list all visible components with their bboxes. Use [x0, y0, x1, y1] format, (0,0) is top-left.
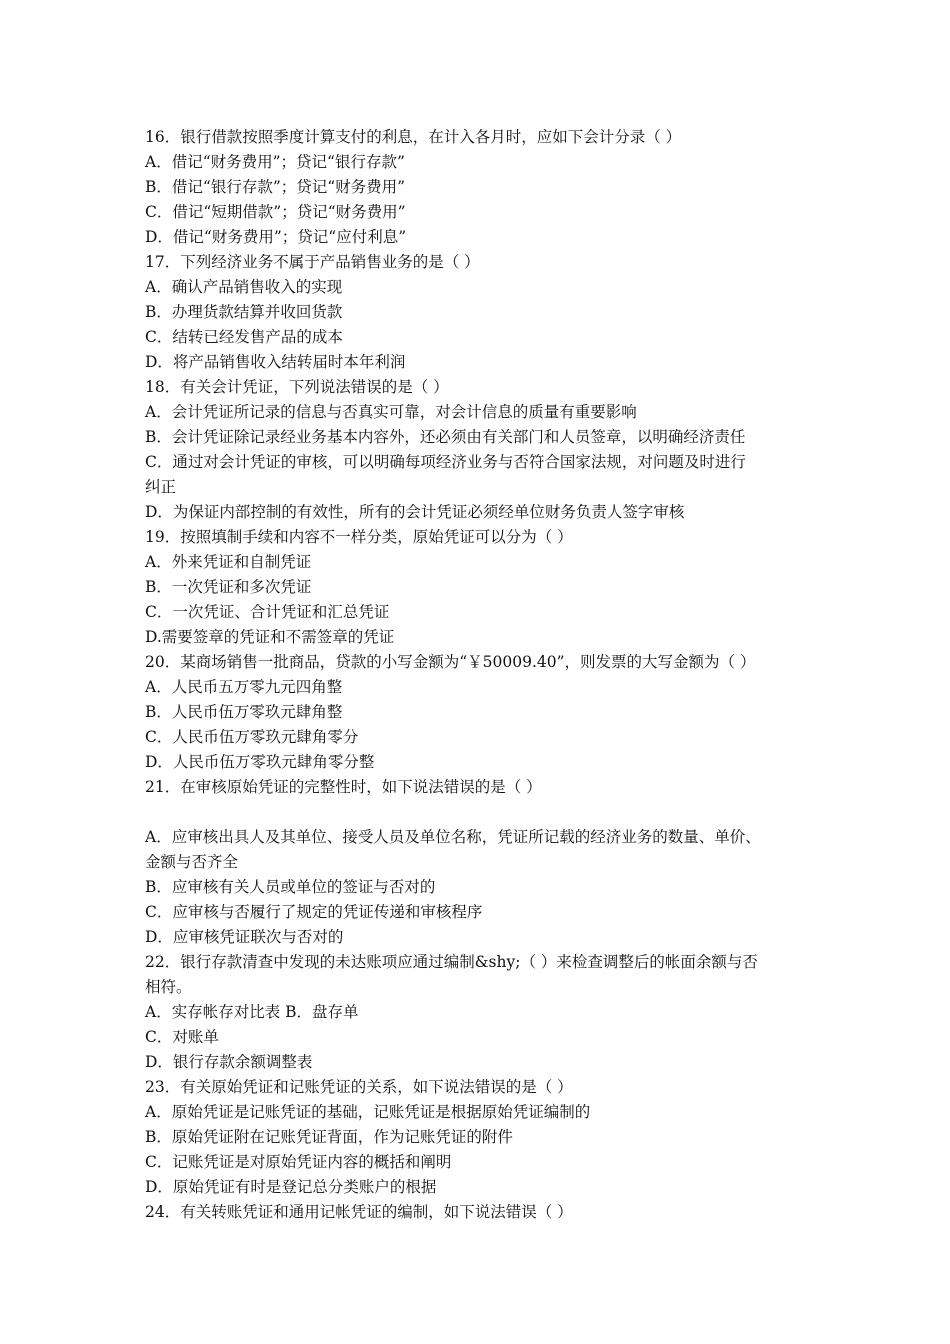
option-16b: B．借记“银行存款”；贷记“财务费用” — [145, 178, 406, 196]
question-17: 17．下列经济业务不属于产品销售业务的是（ ） — [145, 253, 480, 271]
option-19c: C．一次凭证、合计凭证和汇总凭证 — [145, 603, 390, 621]
option-17a: A．确认产品销售收入的实现 — [145, 278, 343, 296]
option-19d: D.需要签章的凭证和不需签章的凭证 — [145, 628, 395, 646]
option-23a: A．原始凭证是记账凭证的基础，记账凭证是根据原始凭证编制的 — [145, 1103, 591, 1121]
option-17b: B．办理货款结算并收回货款 — [145, 303, 343, 321]
option-16d: D．借记“财务费用”；贷记“应付利息” — [145, 228, 407, 246]
option-18a: A．会计凭证所记录的信息与否真实可靠，对会计信息的质量有重要影响 — [145, 403, 637, 421]
option-16a: A．借记“财务费用”；贷记“银行存款” — [145, 153, 405, 171]
question-24: 24．有关转账凭证和通用记帐凭证的编制，如下说法错误（ ） — [145, 1203, 573, 1221]
question-20: 20．某商场销售一批商品，贷款的小写金额为“￥50009.40”，则发票的大写金额为（ ） — [145, 653, 756, 671]
option-23d: D．原始凭证有时是登记总分类账户的根据 — [145, 1178, 437, 1196]
question-22-continued: 相符。 — [145, 978, 192, 996]
option-20b: B．人民币伍万零玖元肆角整 — [145, 703, 343, 721]
option-16c: C．借记“短期借款”；贷记“财务费用” — [145, 203, 406, 221]
question-21: 21．在审核原始凭证的完整性时，如下说法错误的是（ ） — [145, 778, 542, 796]
option-18c-continued: 纠正 — [145, 478, 177, 496]
blank-line — [145, 800, 825, 825]
option-17c: C．结转已经发售产品的成本 — [145, 328, 343, 346]
option-18c: C．通过对会计凭证的审核，可以明确每项经济业务与否符合国家法规，对问题及时进行 — [145, 453, 746, 471]
option-19a: A．外来凭证和自制凭证 — [145, 553, 312, 571]
option-21b: B．应审核有关人员或单位的签证与否对的 — [145, 878, 436, 896]
option-19b: B．一次凭证和多次凭证 — [145, 578, 312, 596]
question-23: 23．有关原始凭证和记账凭证的关系，如下说法错误的是（ ） — [145, 1078, 573, 1096]
option-22ab: A．实存帐存对比表 B．盘存单 — [145, 1003, 359, 1021]
option-20a: A．人民币五万零九元四角整 — [145, 678, 343, 696]
option-18d: D．为保证内部控制的有效性，所有的会计凭证必须经单位财务负责人签字审核 — [145, 503, 685, 521]
option-22d: D．银行存款余额调整表 — [145, 1053, 313, 1071]
question-22: 22．银行存款清查中发现的未达账项应通过编制&shy;（ ）来检查调整后的帐面余额与否 — [145, 953, 758, 971]
option-17d: D．将产品销售收入结转届时本年利润 — [145, 353, 406, 371]
option-23b: B．原始凭证附在记账凭证背面，作为记账凭证的附件 — [145, 1128, 513, 1146]
option-21a-continued: 金额与否齐全 — [145, 853, 239, 871]
option-23c: C．记账凭证是对原始凭证内容的概括和阐明 — [145, 1153, 452, 1171]
question-16: 16．银行借款按照季度计算支付的利息，在计入各月时，应如下会计分录（ ） — [145, 128, 682, 146]
question-18: 18．有关会计凭证，下列说法错误的是（ ） — [145, 378, 449, 396]
question-19: 19．按照填制手续和内容不一样分类，原始凭证可以分为（ ） — [145, 528, 573, 546]
option-21a: A．应审核出具人及其单位、接受人员及单位名称，凭证所记载的经济业务的数量、单价、 — [145, 828, 761, 846]
option-21d: D．应审核凭证联次与否对的 — [145, 928, 344, 946]
option-22c: C．对账单 — [145, 1028, 219, 1046]
option-18b: B．会计凭证除记录经业务基本内容外，还必须由有关部门和人员签章，以明确经济责任 — [145, 428, 746, 446]
option-21c: C．应审核与否履行了规定的凭证传递和审核程序 — [145, 903, 483, 921]
option-20c: C．人民币伍万零玖元肆角零分 — [145, 728, 359, 746]
option-20d: D．人民币伍万零玖元肆角零分整 — [145, 753, 375, 771]
document-body — [145, 125, 825, 1225]
